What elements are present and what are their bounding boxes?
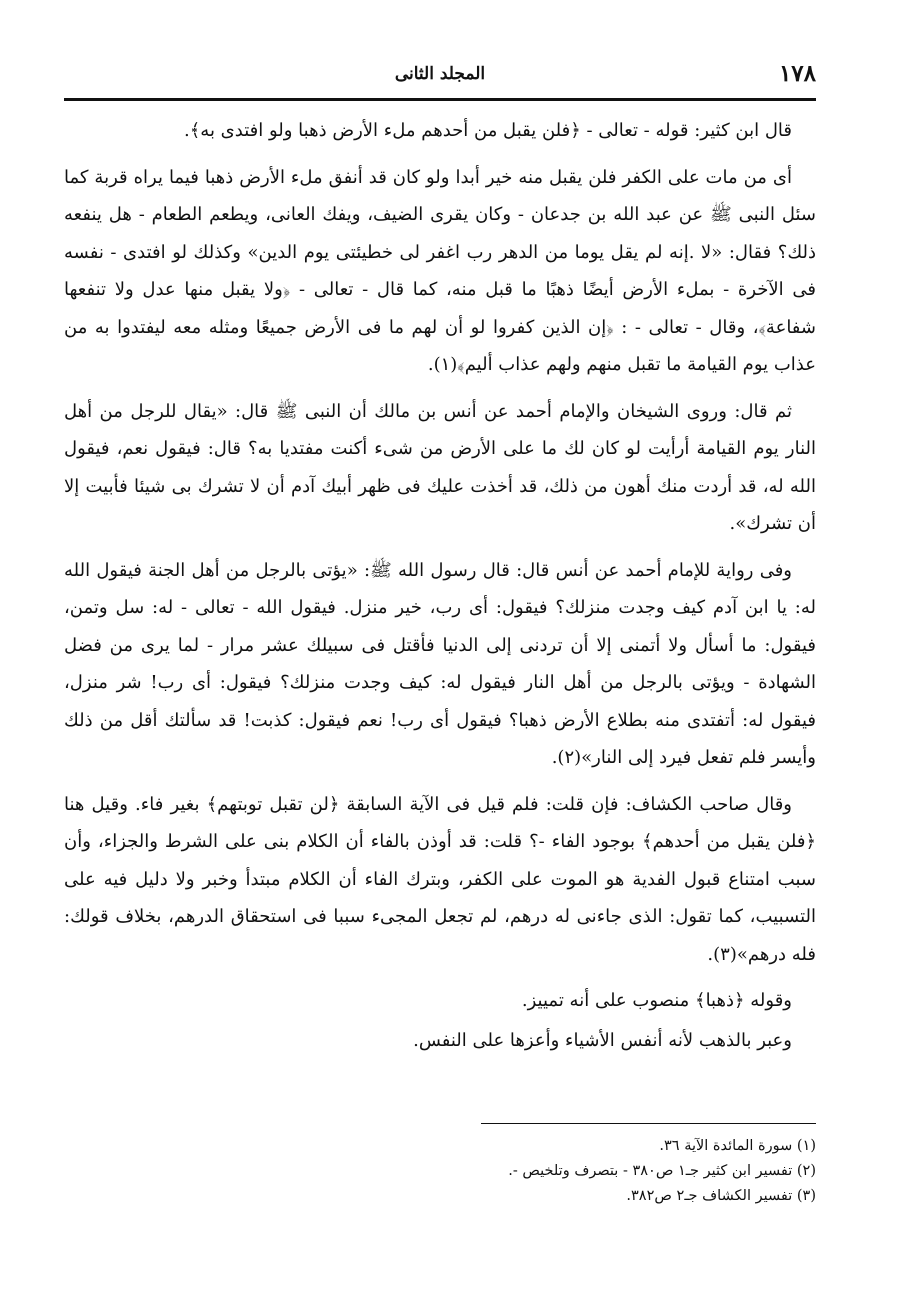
paragraph-ibn-kathir-quote: قال ابن كثير: قوله - تعالى - ﴿فلن يقبل من أحدهم ملء الأرض ذهبا ولو افتدى به﴾. [184, 120, 792, 141]
paragraph-explanation: أى من مات على الكفر فلن يقبل منه خير أبدا ولو كان قد أنفق ملء الأرض ذهبا فيما يراه قربة كما سئل النبى ﷺ عن عبد الله بن جدعان - وكان يقرى الضيف، ويفك العانى، ويطعم الطعام - هل ينفعه ذلك؟ فقال: «لا .إنه لم يقل يوما من الدهر رب اغفر لى خطيئتى يوم الدين» وكذلك لو افتدى - نفسه فى الآخرة - بملء الأرض أيضًا ذهبًا ما قبل منه، كما قال - تعالى - ﴿ولا يقبل منها عدل ولا تنفعها شفاعة﴾، وقال - تعالى - : ﴿إن الذين كفروا لو أن لهم ما فى الأرض جميعًا ومثله معه ليفتدوا به من عذاب يوم القيامة ما تقبل منهم ولهم عذاب أليم﴾(١). [64, 166, 816, 375]
running-title: المجلد الثانى [394, 64, 486, 84]
page-number: ١٧٨ [778, 60, 816, 87]
footnote-3: (٣) تفسير الكشاف جـ٢ ص٣٨٢. [626, 1188, 816, 1204]
footnote-1: (١) سورة المائدة الآية ٣٦. [659, 1138, 816, 1154]
footnote-2: (٢) تفسير ابن كثير جـ١ ص٣٨٠ - بتصرف وتلخيص -. [508, 1163, 816, 1179]
footnotes [216, 1134, 816, 1209]
paragraph-tamyiz: وقوله ﴿ذهبا﴾ منصوب على أنه تمييز. [521, 990, 792, 1011]
paragraph-kashshaf: وقال صاحب الكشاف: فإن قلت: فلم قيل فى الآية السابقة ﴿لن تقبل توبتهم﴾ بغير فاء. وقيل هنا ﴿فلن يقبل من أحدهم﴾ بوجود الفاء -؟ قلت: قد أوذن بالفاء أن الكلام بنى على الشرط والجزاء، وأن سبب امتناع قبول الفدية هو الموت على الكفر، وبترك الفاء أن الكلام مبتدأ وخبر ولا دليل فيه على التسبيب، كما تقول: الذى جاءنى له درهم، لم تجعل المجىء سببا فى استحقاق الدرهم، بخلاف قولك: فله درهم»(٣). [64, 793, 816, 965]
paragraph-ahmad-narration: وفى رواية للإمام أحمد عن أنس قال: قال رسول الله ﷺ: «يؤتى بالرجل من أهل الجنة فيقول الله له: يا ابن آدم كيف وجدت منزلك؟ فيقول: أى رب، خير منزل. فيقول الله - تعالى - له: سل وتمن، فيقول: ما أسأل ولا أتمنى إلا أن تردنى إلى الدنيا فأقتل فى سبيلك عشر مرار - لما يرى من فضل الشهادة - ويؤتى بالرجل من أهل النار فيقول له: كيف وجدت منزلك؟ فيقول: أى رب! شر منزل، فيقول له: أتفتدى منه بطلاع الأرض ذهبا؟ فيقول أى رب! نعم فيقول: كذبت! قد سألتك أقل من ذلك وأيسر فلم تفعل فيرد إلى النار»(٢). [64, 559, 816, 768]
paragraph-gold: وعبر بالذهب لأنه أنفس الأشياء وأعزها على النفس. [413, 1029, 792, 1051]
page-header [64, 58, 816, 101]
main-text [64, 112, 816, 1061]
paragraph-shaykhan-narration: ثم قال: وروى الشيخان والإمام أحمد عن أنس بن مالك أن النبى ﷺ قال: «يقال للرجل من أهل النار يوم القيامة أرأيت لو كان لك ما على الأرض من شىء أكنت مفتديا به؟ قال: فيقول نعم، فيقول الله له، قد أردت منك أهون من ذلك، قد أخذت عليك فى ظهر أبيك آدم أن لا تشرك بى شيئا فأبيت إلا أن تشرك». [64, 400, 816, 534]
footnote-divider [481, 1123, 816, 1124]
